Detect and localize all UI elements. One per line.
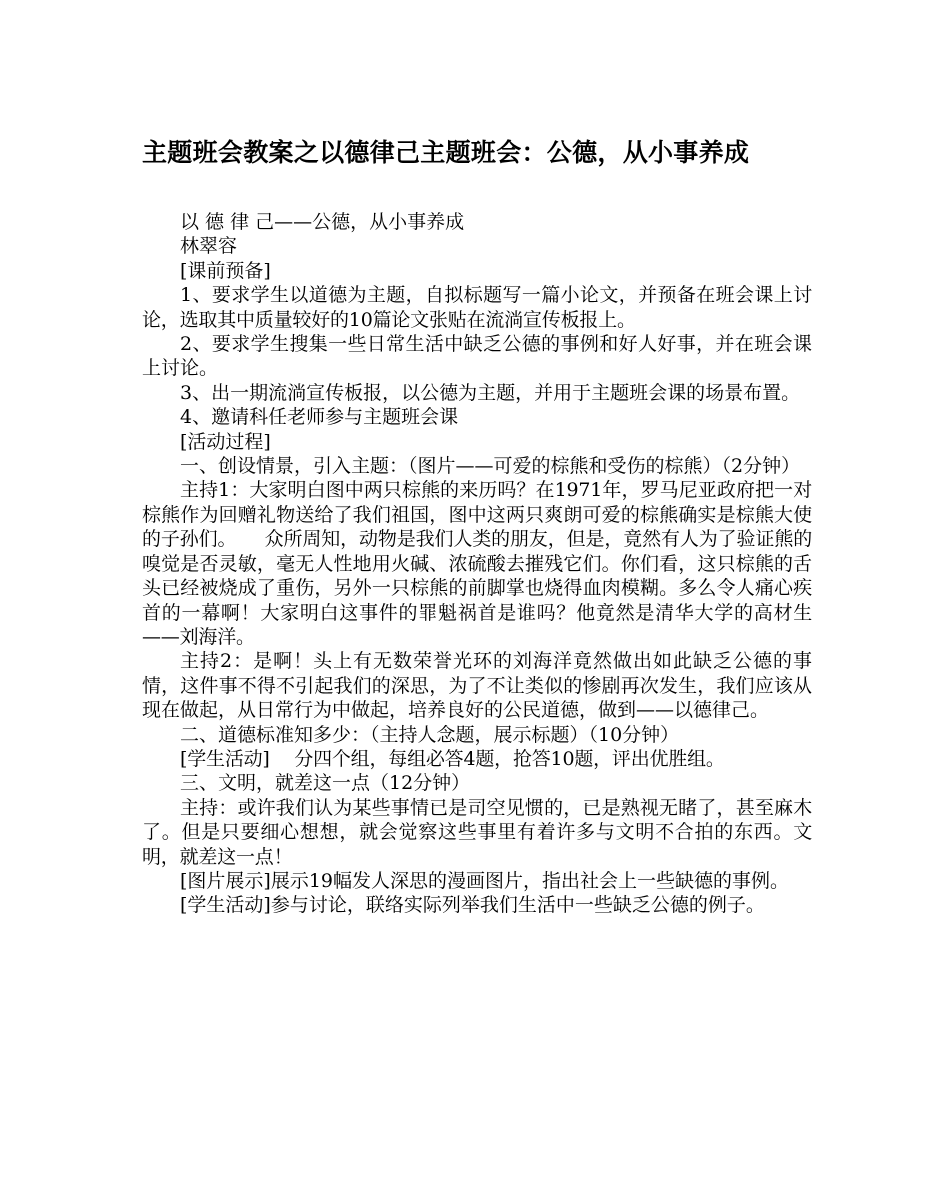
paragraph: 4、邀请科任老师参与主题班会课 [180,406,459,429]
document-body [142,210,812,918]
section-heading-preparation: [课前预备] [180,259,271,282]
paragraph: [学生活动]参与讨论，联络实际列举我们生活中一些缺乏公德的例子。 [180,894,765,917]
paragraph: 主持：或许我们认为某些事情已是司空见惯的，已是熟视无睹了，甚至麻木了。但是只要细心想想，就会觉察这些事里有着许多与文明不合拍的东西。文明，就差这一点！ [142,796,812,868]
author: 林翠容 [180,235,238,258]
paragraph: 1、要求学生以道德为主题，自拟标题写一篇小论文，并预备在班会课上讨论，选取其中质量较好的10篇论文张贴在流淌宣传板报上。 [142,284,812,331]
paragraph: 主持1：大家明白图中两只棕熊的来历吗？在1971年，罗马尼亚政府把一对棕熊作为回赠礼物送给了我们祖国，图中这两只爽朗可爱的棕熊确实是棕熊大使的子孙们。 众所周知，动物是我们人类的朋友，但是，竟然有人为了验证熊的嗅觉是否灵敏，毫无人性地用火碱、浓硫酸去摧残它们。你们看，这只棕熊的舌头已经被烧成了重伤，另外一只棕熊的前脚掌也烧得血肉模糊。多么令人痛心疾首的一幕啊！大家明白这事件的罪魁祸首是谁吗？他竟然是清华大学的高材生——刘海洋。 [142,479,812,648]
section-heading-activity: [活动过程] [180,430,271,453]
paragraph: 一、创设情景，引入主题：（图片——可爱的棕熊和受伤的棕熊）（2分钟） [180,455,801,478]
paragraph: [学生活动] 分四个组，每组必答4题，抢答10题，评出优胜组。 [180,747,725,770]
document-title: 主题班会教案之以德律己主题班会：公德，从小事养成 [142,138,750,167]
paragraph: 主持2：是啊！头上有无数荣誉光环的刘海洋竟然做出如此缺乏公德的事情，这件事不得不引起我们的深思，为了不让类似的惨剧再次发生，我们应该从现在做起，从日常行为中做起，培养良好的公民道德，做到——以德律己。 [142,650,812,722]
paragraph: 三、文明，就差这一点（12分钟） [180,772,471,795]
paragraph: 二、道德标准知多少：（主持人念题，展示标题）（10分钟） [180,723,680,746]
paragraph: 3、出一期流淌宣传板报，以公德为主题，并用于主题班会课的场景布置。 [180,381,801,404]
paragraph: [图片展示]展示19幅发人深思的漫画图片，指出社会上一些缺德的事例。 [180,869,790,892]
subtitle: 以 德 律 己——公德，从小事养成 [180,211,465,233]
paragraph: 2、要求学生搜集一些日常生活中缺乏公德的事例和好人好事，并在班会课上讨论。 [142,333,812,380]
